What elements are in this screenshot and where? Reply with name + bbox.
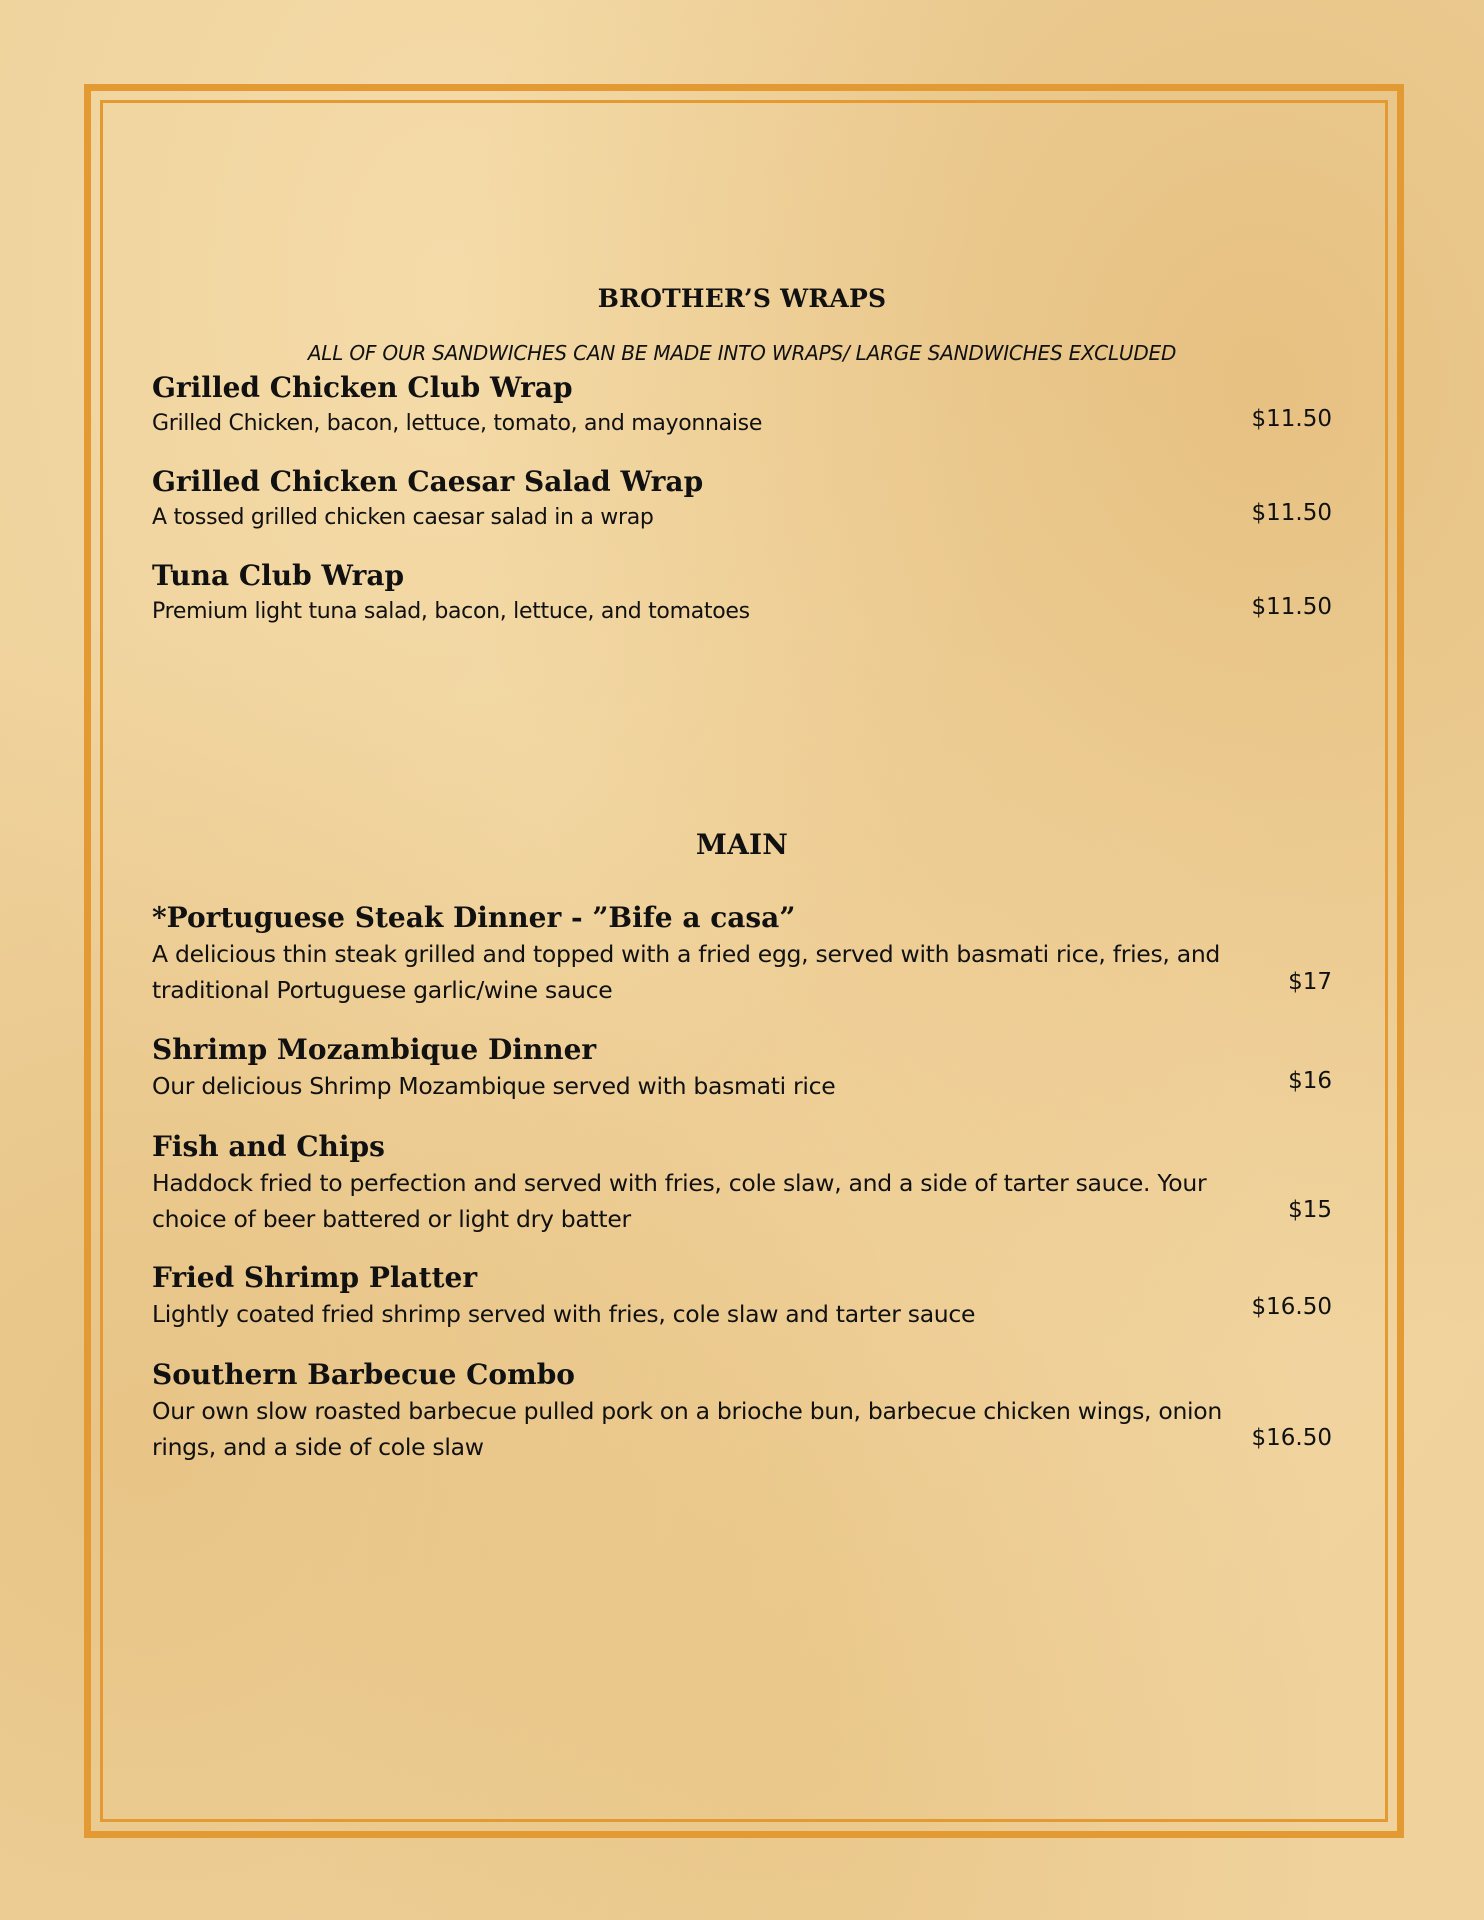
menu-item-name: Grilled Chicken Club Wrap [152,371,573,404]
menu-item-name: *Portuguese Steak Dinner - ”Bife a casa” [152,901,796,934]
main-section-title: MAIN [695,828,789,861]
menu-item-price: $16.50 [1251,1294,1332,1320]
menu-item [152,900,1332,1008]
menu-item-price: $17 [1288,969,1332,995]
menu-item-name: Southern Barbecue Combo [152,1358,575,1391]
menu-item-price: $11.50 [1251,406,1332,432]
menu-item [152,1129,1332,1237]
menu-item-description: A delicious thin steak grilled and topped with a fried egg, served with basmati rice, fries, and traditional Portuguese garlic/wine sauce [152,940,1221,1004]
menu-item-price: $16.50 [1251,1425,1332,1451]
menu-item-name: Tuna Club Wrap [152,559,405,592]
menu-item-name: Grilled Chicken Caesar Salad Wrap [152,465,704,498]
menu-item-price: $15 [1288,1197,1332,1223]
menu-item-name: Fried Shrimp Platter [152,1261,478,1294]
menu-item-description: Haddock fried to perfection and served with fries, cole slaw, and a side of tarter sauce. Your choice of beer battered or light dry batter [152,1169,1207,1233]
menu-item-price: $11.50 [1251,500,1332,526]
menu-item-description: Grilled Chicken, bacon, lettuce, tomato, and mayonnaise [152,411,763,436]
menu-item-description: Our delicious Shrimp Mozambique served with basmati rice [152,1072,836,1100]
menu-item-name: Fish and Chips [152,1130,385,1163]
wraps-section-title: BROTHER’S WRAPS [597,284,887,313]
menu-item-description: Premium light tuna salad, bacon, lettuce, and tomatoes [152,599,750,624]
menu-item-description: Lightly coated fried shrimp served with fries, cole slaw and tarter sauce [152,1300,976,1328]
menu-item-price: $16 [1288,1068,1332,1094]
menu-item-name: Shrimp Mozambique Dinner [152,1033,597,1066]
menu-item-description: A tossed grilled chicken caesar salad in a wrap [152,505,654,530]
menu-item [152,1357,1332,1465]
menu-item [152,1032,1332,1104]
menu-item [152,558,1332,630]
menu-item-description: Our own slow roasted barbecue pulled pork on a brioche bun, barbecue chicken wings, onion rings, and a side of cole slaw [152,1397,1222,1461]
menu-item [152,464,1332,536]
menu-item-price: $11.50 [1251,594,1332,620]
wraps-section-note: ALL OF OUR SANDWICHES CAN BE MADE INTO WRAPS/ LARGE SANDWICHES EXCLUDED [307,341,1177,365]
menu-item [152,370,1332,442]
menu-item [152,1260,1332,1332]
